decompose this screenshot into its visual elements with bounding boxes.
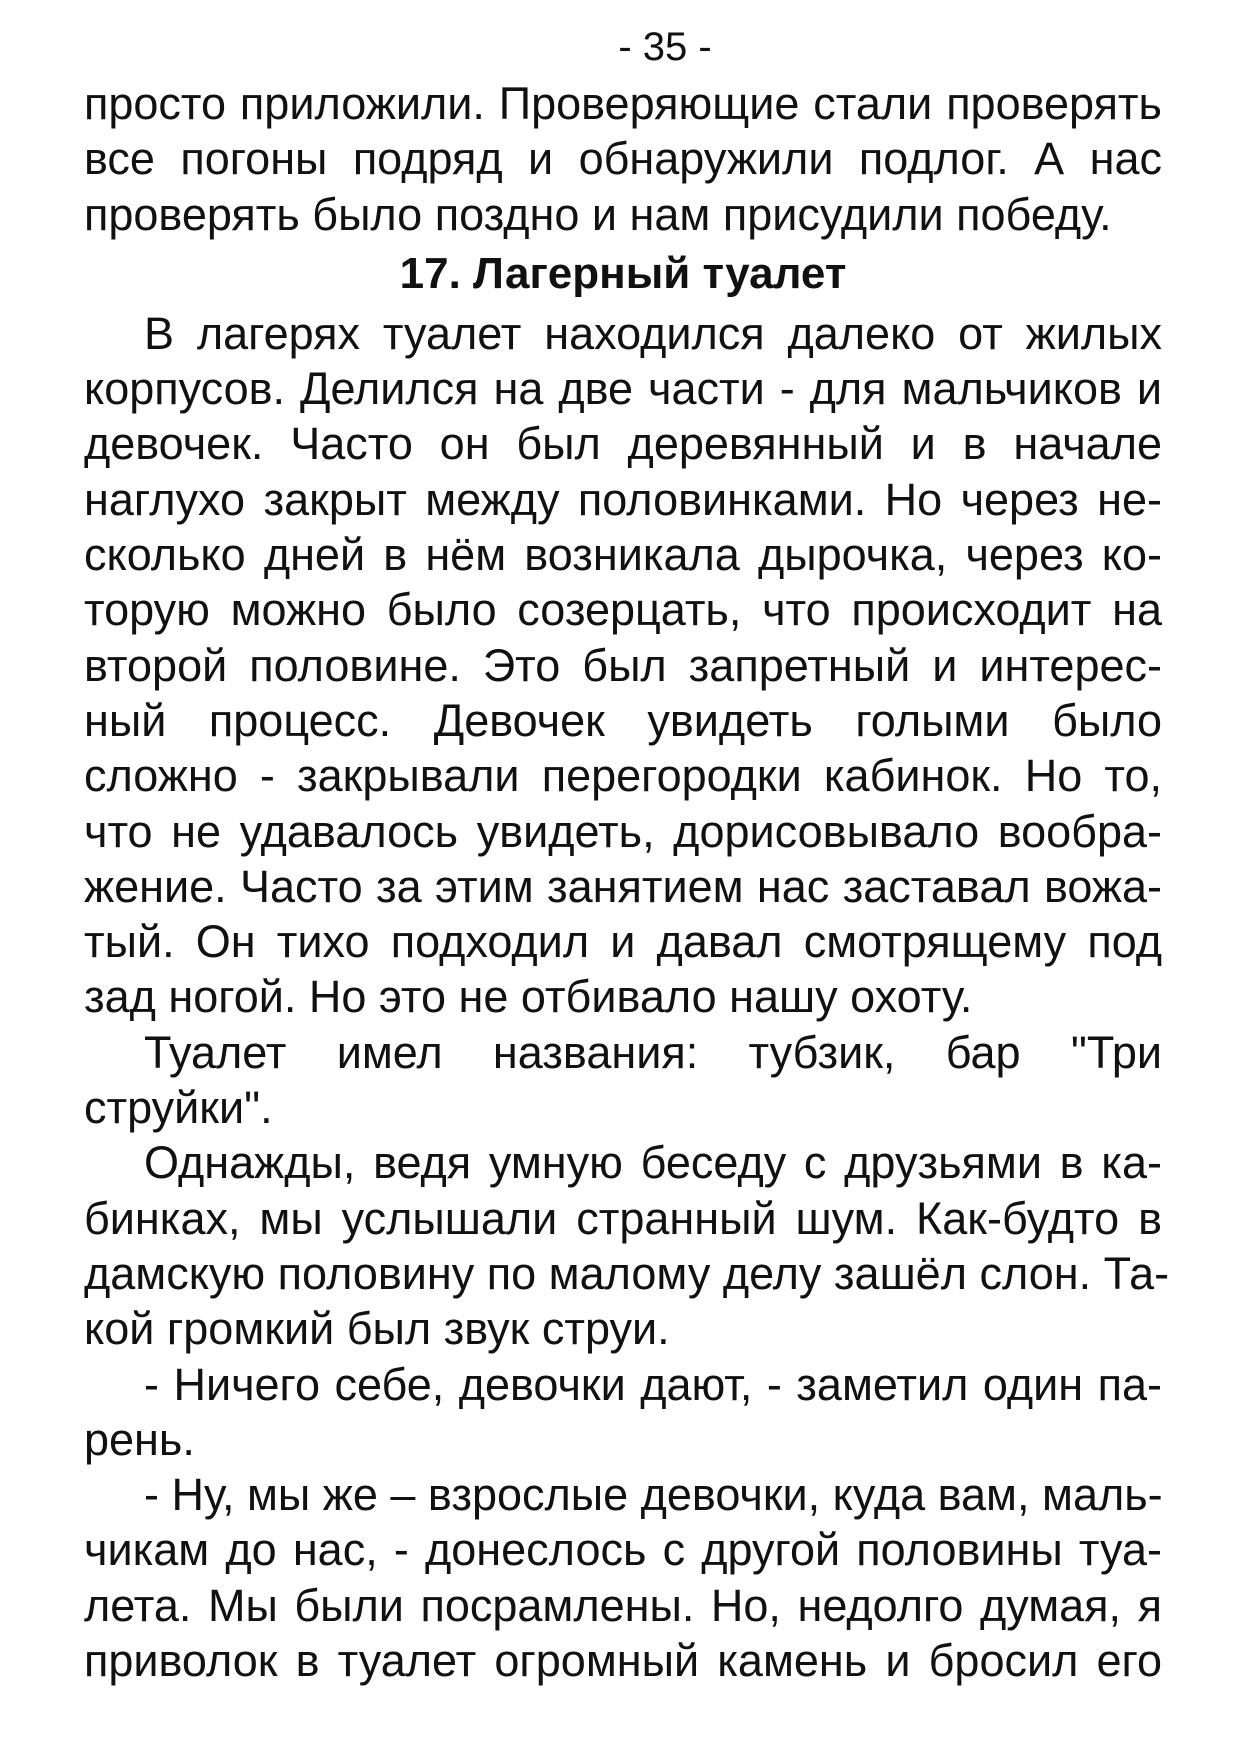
text-line: жение. Часто за этим занятием нас заставал вожа- [84,860,1162,912]
text-line: сложно - закрывали перегородки кабинок. Но то, [84,750,1162,802]
text-line: - Ну, мы же – взрослые девочки, куда вам, маль- [144,1469,1163,1521]
book-page [84,22,1170,1688]
text-line: зад ногой. Но это не отбивало нашу охоту. [84,971,973,1023]
text-line: торую можно было созерцать, что происходит на [84,584,1162,636]
text-line: все погоны подряд и обнаружили подлог. А нас [84,133,1162,185]
text-line: тый. Он тихо подходил и давал смотрящему под [84,916,1162,968]
text-line: что не удавалось увидеть, дорисовывало вообра- [84,805,1162,857]
text-line: сколько дней в нём возникала дырочка, через ко- [84,529,1162,581]
text-line: наглухо закрыт между половинками. Но через не- [84,473,1162,525]
paragraph [84,1357,1162,1468]
text-line: приволок в туалет огромный камень и бросил его [84,1635,1162,1687]
text-line: корпусов. Делился на две части - для мальчиков и [84,363,1162,415]
text-line: дамскую половину по малому делу зашёл слон. Та- [84,1247,1170,1299]
text-line: В лагерях туалет находился далеко от жилых [144,307,1162,359]
paragraph [84,1467,1162,1688]
text-line: чикам до нас, - донеслось с другой половины туа- [84,1524,1162,1576]
paragraph [84,1135,1170,1356]
text-line: лета. Мы были посрамлены. Но, недолго думая, я [84,1579,1162,1631]
text-line: Однажды, ведя умную беседу с друзьями в ка- [144,1137,1162,1189]
text-line: ный процесс. Девочек увидеть голыми было [84,694,1162,746]
text-line: рень. [84,1413,195,1465]
text-line: второй половине. Это был запретный и интерес- [84,639,1162,691]
chapter-heading: 17. Лагерный туалет [399,248,847,298]
text-line: - Ничего себе, девочки дают, - заметил один па- [144,1358,1162,1410]
paragraph [84,306,1162,1025]
text-line: проверять было поздно и нам присудили победу. [84,188,1112,240]
text-line: просто приложили. Проверяющие стали проверять [84,78,1162,129]
intro-paragraph [84,76,1162,242]
text-line: струйки". [84,1082,273,1134]
text-line: бинках, мы услышали странный шум. Как-будто в [84,1192,1162,1244]
page-number: - 35 - [618,25,712,69]
text-line: кой громкий был звук струи. [84,1303,670,1355]
text-line: Туалет имел названия: тубзик, бар "Три [144,1026,1162,1078]
text-line: девочек. Часто он был деревянный и в начале [84,418,1162,470]
paragraph [84,1025,1162,1136]
